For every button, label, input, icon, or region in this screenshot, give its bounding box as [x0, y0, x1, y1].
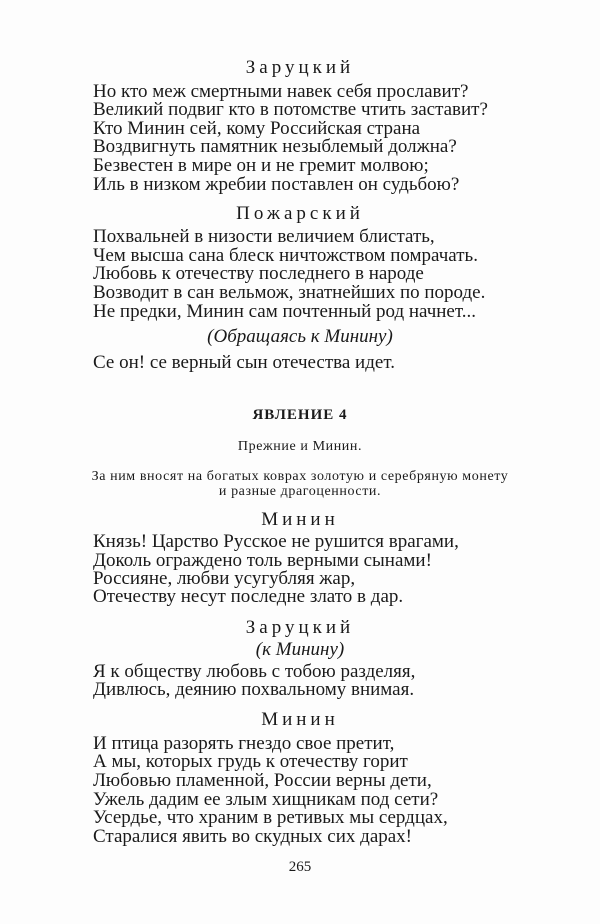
speaker-name: Минин	[261, 509, 339, 530]
scene-heading: ЯВЛЕНИЕ 4	[252, 407, 348, 423]
speaker-name: Заруцкий	[245, 57, 355, 78]
verse-line: Старалися явить во скудных сих дарах!	[93, 826, 413, 847]
verse-line: Похвальней в низости величием блистать,	[93, 226, 435, 247]
stage-note: За ним вносят на богатых коврах золотую и серебряную монету	[91, 469, 509, 484]
verse-line: Се он! се верный сын отечества идет.	[93, 352, 395, 373]
stage-note: Прежние и Минин.	[237, 439, 363, 454]
speaker-name: Заруцкий	[245, 617, 355, 638]
verse-line: Не предки, Минин сам почтенный род начнет...	[93, 301, 476, 322]
verse-line: Воздвигнуть памятник незыблемый должна?	[93, 136, 457, 157]
verse-line: Безвестен в мире он и не гремит молвою;	[93, 155, 429, 176]
verse-line: Великий подвиг кто в потомстве чтить заставит?	[93, 99, 488, 120]
stage-direction: (Обращаясь к Минину)	[207, 326, 393, 347]
verse-line: Ужель дадим ее злым хищникам под сети?	[93, 789, 439, 810]
verse-line: Возводит в сан вельмож, знатнейших по породе.	[93, 282, 486, 303]
verse-line: Иль в низком жребии поставлен он судьбою?	[93, 174, 460, 195]
stage-note: и разные драгоценности.	[218, 484, 382, 499]
verse-line: Доколь ограждено толь верными сынами!	[93, 550, 432, 571]
speaker-name: Минин	[261, 709, 339, 730]
verse-line: Кто Минин сей, кому Российская страна	[93, 118, 421, 139]
verse-line: Любовью пламенной, России верны дети,	[93, 770, 432, 791]
page-number: 265	[288, 859, 312, 875]
verse-line: Дивлюсь, деянию похвальному внимая.	[93, 679, 415, 700]
verse-line: Но кто меж смертными навек себя прославит?	[93, 81, 469, 102]
stage-direction: (к Минину)	[255, 639, 345, 660]
verse-line: Отечеству несут последне злато в дар.	[93, 586, 404, 607]
verse-line: А мы, которых грудь к отечеству горит	[93, 751, 408, 772]
verse-line: Россияне, любви усугубляя жар,	[93, 568, 356, 589]
verse-line: И птица разорять гнездо свое претит,	[93, 733, 395, 754]
speaker-name: Пожарский	[236, 203, 364, 224]
verse-line: Я к обществу любовь с тобою разделяя,	[93, 661, 416, 682]
verse-line: Усердье, что храним в ретивых мы сердцах,	[93, 807, 448, 828]
verse-line: Князь! Царство Русское не рушится врагами,	[93, 531, 459, 552]
verse-line: Любовь к отечеству последнего в народе	[93, 263, 424, 284]
verse-line: Чем высша сана блеск ничтожством помрачать.	[93, 245, 478, 266]
